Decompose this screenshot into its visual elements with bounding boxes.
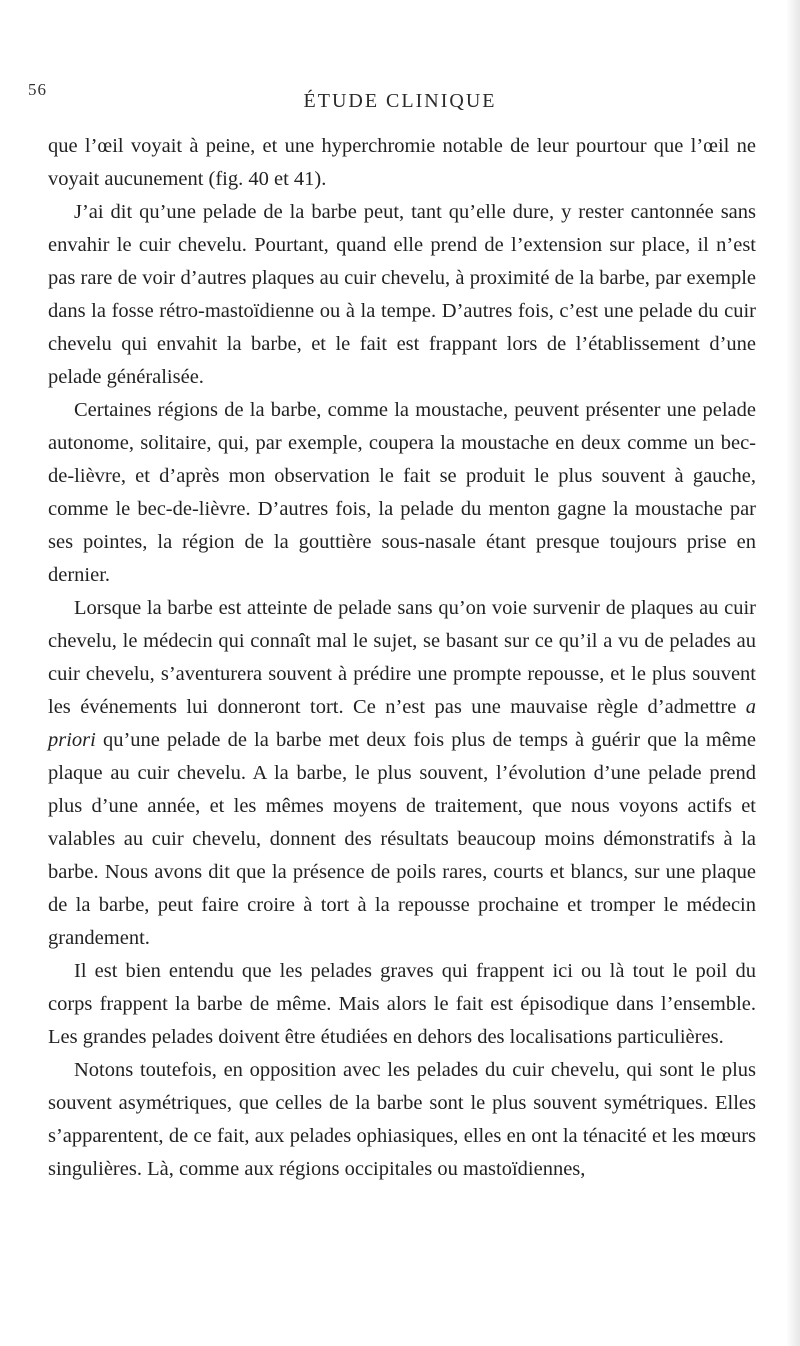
paragraph-1: que l’œil voyait à peine, et une hyperchromie notable de leur pourtour que l’œil ne voyait aucunement (fig. 40 et 41).	[48, 135, 756, 190]
paragraph-4-italic: a priori	[48, 696, 756, 751]
running-title: ÉTUDE CLINIQUE	[303, 90, 497, 112]
paragraph-4	[48, 592, 756, 955]
paragraph-5: Il est bien entendu que les pelades graves qui frappent ici ou là tout le poil du corps frappent la barbe de même. Mais alors le fait est épisodique dans l’ensemble. Les grandes pelades doivent être étudiées en dehors des localisations particulières.	[48, 960, 756, 1048]
paragraph-4-after: qu’une pelade de la barbe met deux fois plus de temps à guérir que la même plaque au cuir chevelu. A la barbe, le plus souvent, l’évolution d’une pelade prend plus d’une année, et les mêmes moyens de traitement, que nous voyons actifs et valables au cuir chevelu, donnent des résultats beaucoup moins démonstratifs à la barbe. Nous avons dit que la présence de poils rares, courts et blancs, sur une plaque de la barbe, peut faire croire à tort à la repousse prochaine et tromper le médecin grandement.	[48, 729, 756, 949]
paragraph-3: Certaines régions de la barbe, comme la moustache, peuvent présenter une pelade autonome, solitaire, qui, par exemple, coupera la moustache en deux comme un bec-de-lièvre, et d’après mon observation le fait se produit le plus souvent à gauche, comme le bec-de-lièvre. D’autres fois, la pelade du menton gagne la moustache par ses pointes, la région de la gouttière sous-nasale étant presque toujours prise en dernier.	[48, 399, 756, 586]
body-text	[48, 130, 756, 1186]
paragraph-4-before: Lorsque la barbe est atteinte de pelade sans qu’on voie survenir de plaques au cuir chevelu, le médecin qui connaît mal le sujet, se basant sur ce qu’il a vu de pelades au cuir chevelu, s’aventurera souvent à prédire une prompte repousse, et le plus souvent les événements lui donneront tort. Ce n’est pas une mauvaise règle d’admettre	[48, 597, 756, 718]
page-edge-shadow	[786, 0, 800, 1346]
page-number: 56	[28, 80, 47, 99]
paragraph-6: Notons toutefois, en opposition avec les pelades du cuir chevelu, qui sont le plus souvent asymétriques, que celles de la barbe sont le plus souvent symétriques. Elles s’apparentent, de ce fait, aux pelades ophiasiques, elles en ont la ténacité et les mœurs singulières. Là, comme aux régions occipitales ou mastoïdiennes,	[48, 1059, 756, 1180]
paragraph-2: J’ai dit qu’une pelade de la barbe peut, tant qu’elle dure, y rester cantonnée sans envahir le cuir chevelu. Pourtant, quand elle prend de l’extension sur place, il n’est pas rare de voir d’autres plaques au cuir chevelu, à proximité de la barbe, par exemple dans la fosse rétro-mastoïdienne ou à la tempe. D’autres fois, c’est une pelade du cuir chevelu qui envahit la barbe, et le fait est frappant lors de l’établissement d’une pelade généralisée.	[48, 201, 756, 388]
